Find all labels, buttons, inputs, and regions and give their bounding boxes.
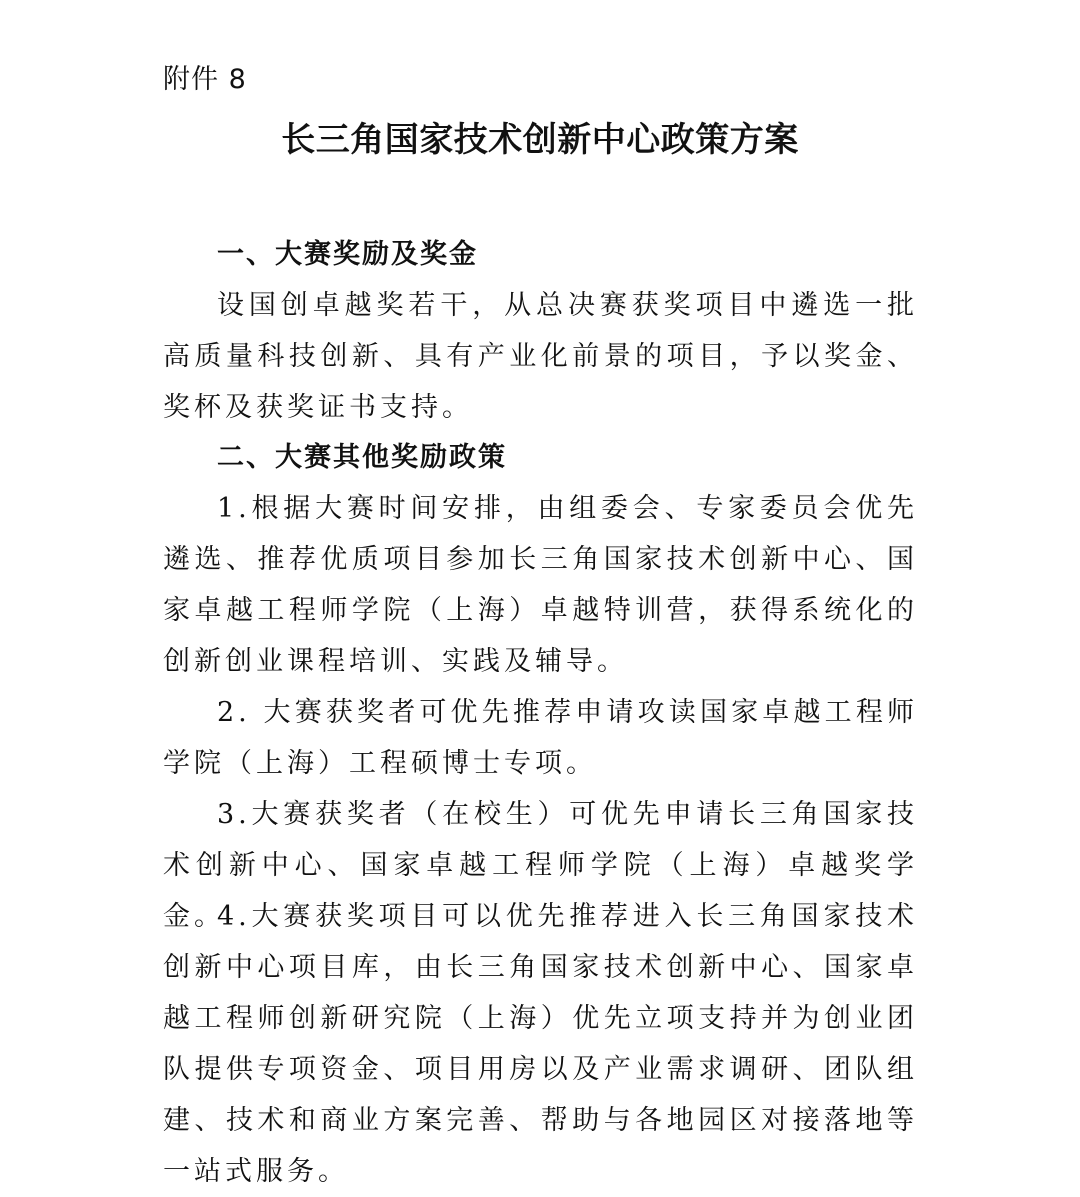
section-2-paragraph-1: 1.根据大赛时间安排，由组委会、专家委员会优先遴选、推荐优质项目参加长三角国家技术创新中心、国家卓越工程师学院（上海）卓越特训营，获得系统化的创新创业课程培训、实践及辅导。 (163, 493, 918, 677)
section-heading-2: 二、大赛其他奖励政策 (217, 442, 507, 473)
document-title: 长三角国家技术创新中心政策方案 (281, 120, 799, 160)
attachment-label: 附件 8 (163, 64, 247, 95)
section-1-paragraph: 设国创卓越奖若干，从总决赛获奖项目中遴选一批高质量科技创新、具有产业化前景的项目，予以奖金、奖杯及获奖证书支持。 (163, 290, 918, 423)
section-2-paragraph-4: 4.大赛获奖项目可以优先推荐进入长三角国家技术创新中心项目库，由长三角国家技术创新中心、国家卓越工程师创新研究院（上海）优先立项支持并为创业团队提供专项资金、项目用房以及产业需求调研、团队组建、技术和商业方案完善、帮助与各地园区对接落地等一站式服务。 (163, 901, 918, 1187)
section-heading-1: 一、大赛奖励及奖金 (217, 239, 478, 270)
section-2-paragraph-2: 2. 大赛获奖者可优先推荐申请攻读国家卓越工程师学院（上海）工程硕博士专项。 (163, 697, 918, 779)
section-2-paragraph-3: 3.大赛获奖者（在校生）可优先申请长三角国家技术创新中心、国家卓越工程师学院（上海）卓越奖学金。 (163, 799, 918, 932)
